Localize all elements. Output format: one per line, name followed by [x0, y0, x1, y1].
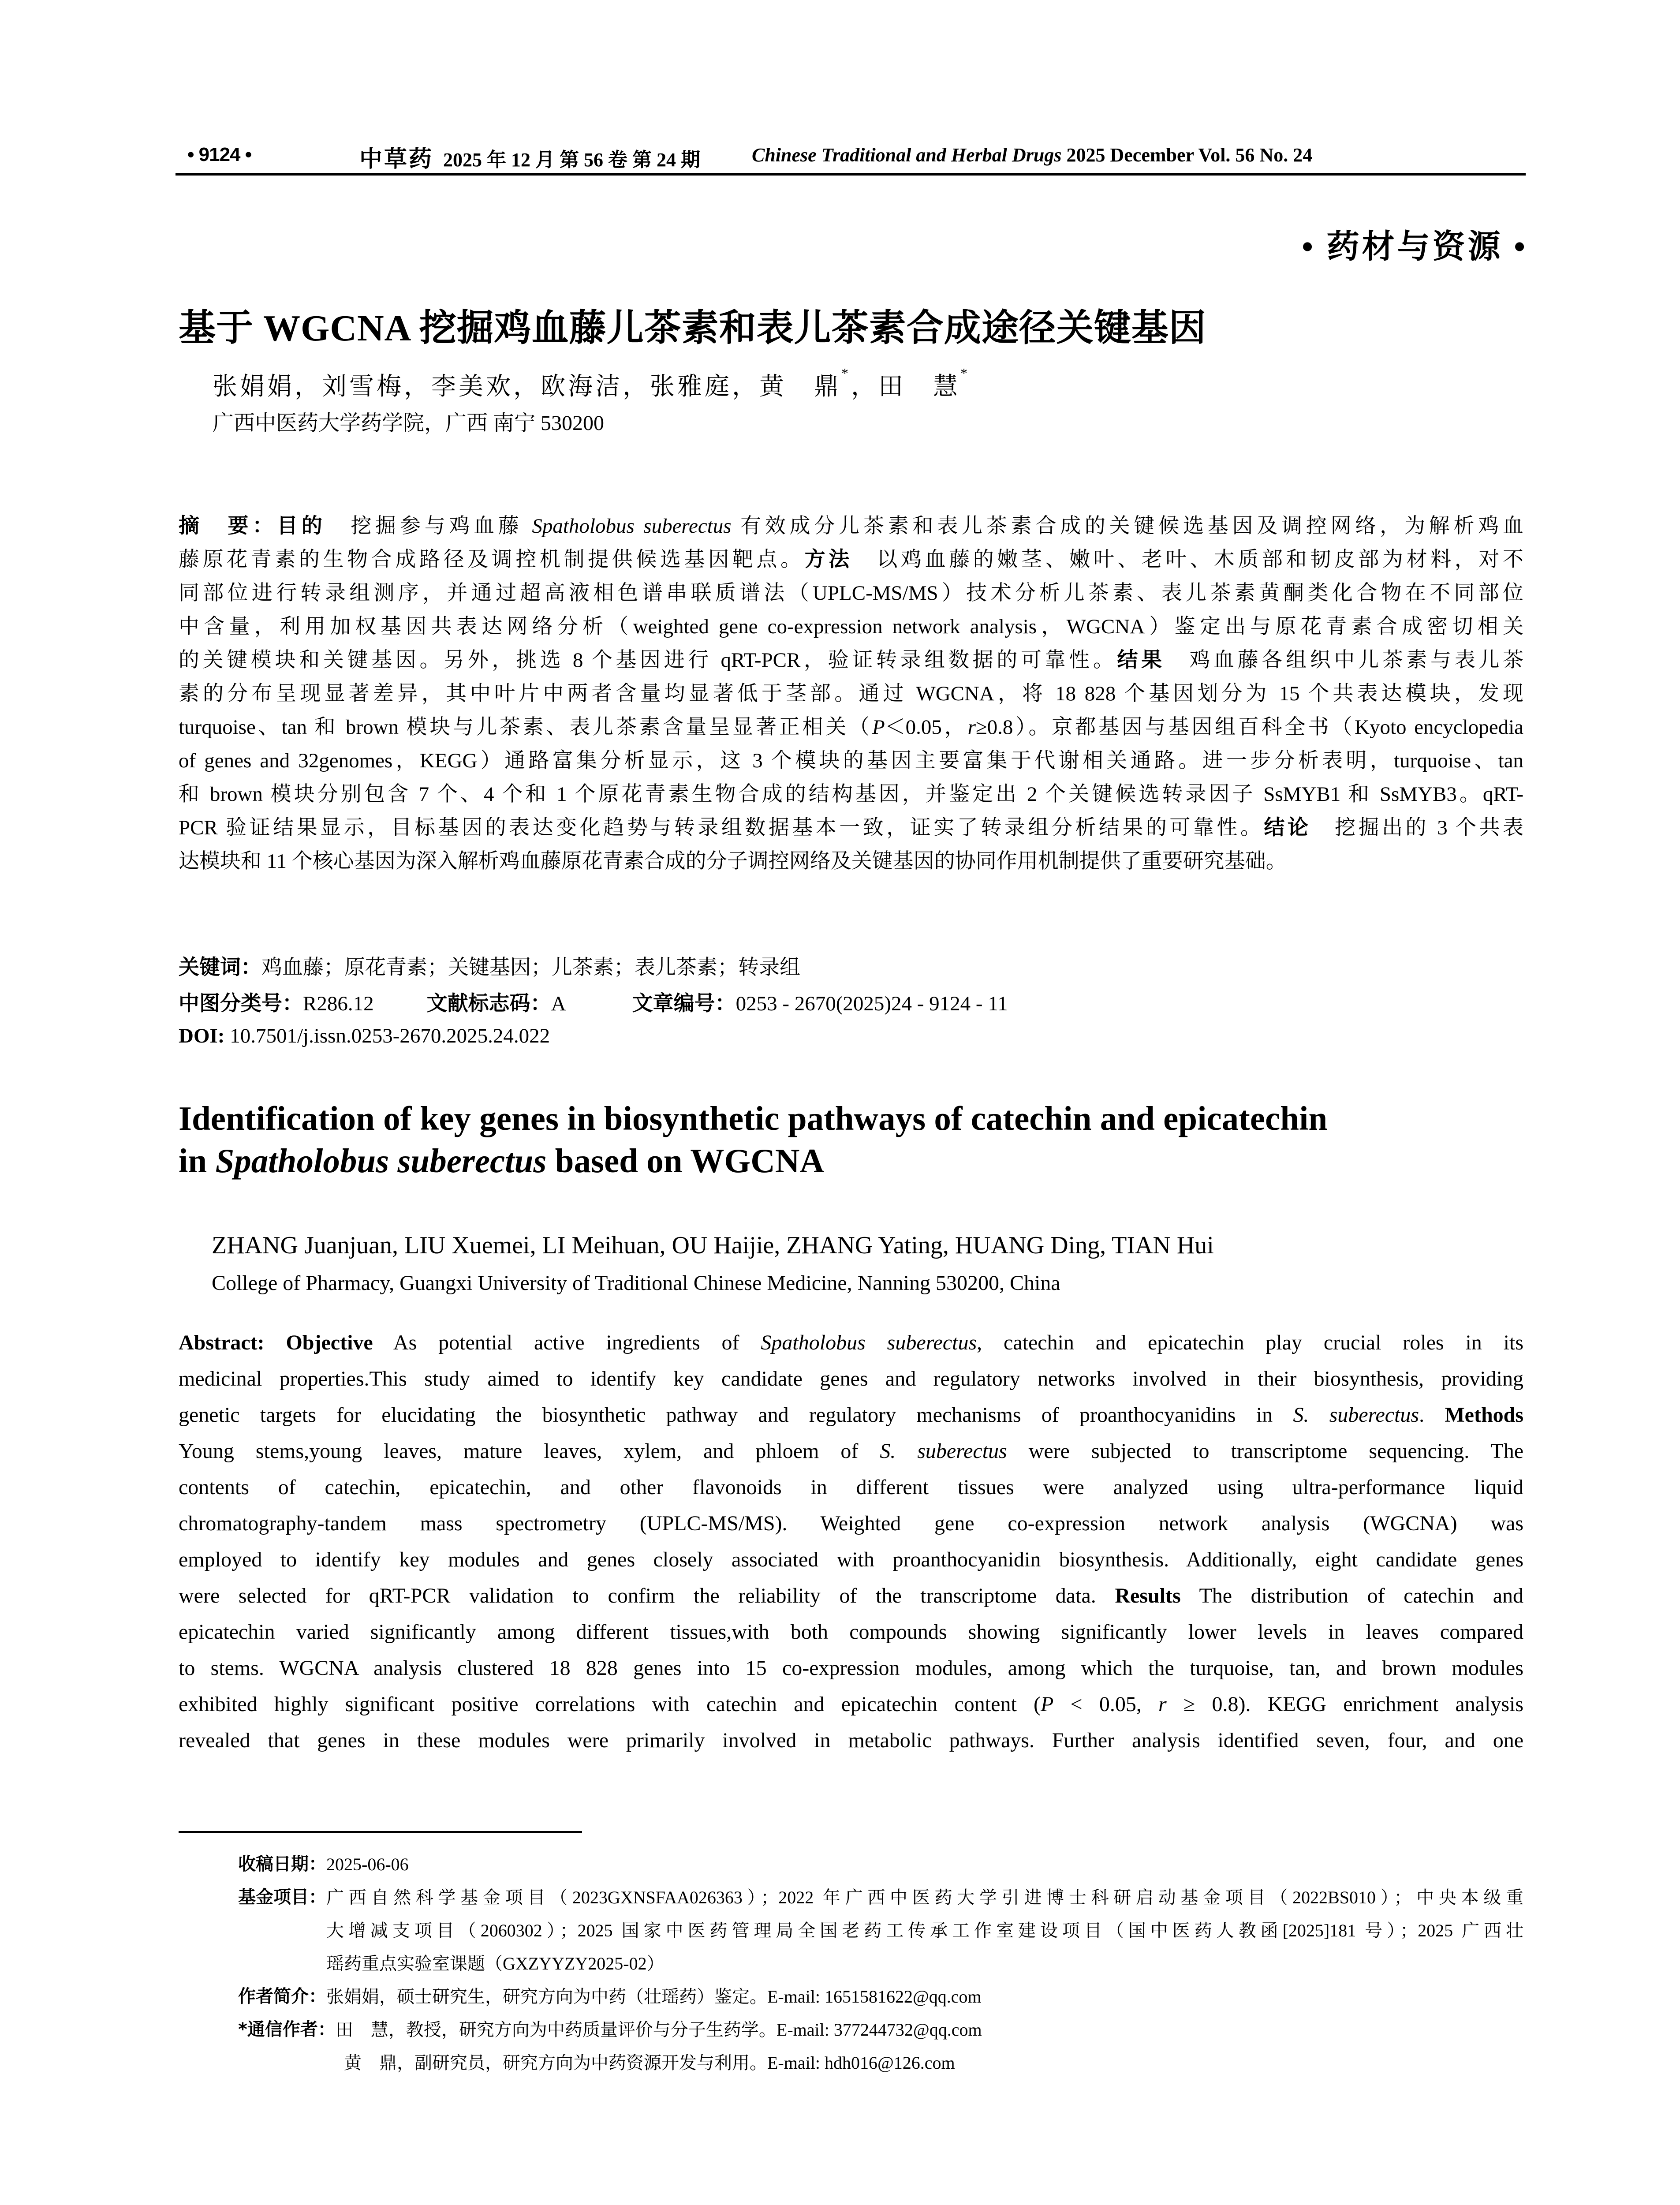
text-run: 以鸡血藤的嫩茎、嫩叶、老叶、木质部和韧皮部为材料，对不: [852, 548, 1523, 571]
cn-abstract-line: [179, 744, 1523, 777]
author-bio: 张娟娟，硕士研究生，研究方向为中药（壮瑶药）鉴定。E-mail: 1651581622@qq.com: [326, 1987, 982, 2007]
text-run: ＜0.05，: [885, 716, 968, 739]
footnotes: [238, 1848, 1523, 2079]
italic-term: S. suberectus: [880, 1439, 1007, 1463]
text-run: 中含量，利用加权基因共表达网络分析（weighted gene co-expression network analysis，WGCNA）鉴定出与原花青素合成密切相关: [179, 615, 1523, 638]
text-run: 同部位进行转录组测序，并通过超高液相色谱串联质谱法（UPLC-MS/MS）技术分析儿茶素、表儿茶素黄酮类化合物在不同部位: [179, 582, 1523, 605]
cn-abstract-line: [179, 845, 1523, 878]
section-label: 目的: [277, 514, 326, 538]
en-title-line-1: Identification of key genes in biosynthetic pathways of catechin and epicatechin: [179, 1099, 1328, 1137]
section-label: Methods: [1445, 1403, 1523, 1427]
italic-term: Spatholobus suberectus: [761, 1331, 977, 1354]
text-run: 有效成分儿茶素和表儿茶素合成的关键候选基因及调控网络，为解析鸡血: [731, 515, 1523, 538]
received-date: 2025-06-06: [326, 1854, 409, 1874]
text-run: 鸡血藤各组织中儿茶素与表儿茶: [1165, 649, 1523, 672]
italic-term: r: [1158, 1693, 1167, 1716]
keywords-label: 关键词：: [179, 955, 261, 979]
italic-term: S. suberectus: [1293, 1403, 1419, 1427]
cn-abstract-line: [179, 509, 1523, 543]
text-run: genetic targets for elucidating the biosynthetic pathway and regulatory mechanisms of proanthocyanidins in: [179, 1403, 1293, 1427]
section-label: Results: [1115, 1584, 1181, 1607]
cn-classification: [179, 987, 1008, 1017]
footnote-corresponding-2: [238, 2046, 1523, 2079]
section-label: 结论: [1264, 815, 1311, 840]
cn-title: 基于 WGCNA 挖掘鸡血藤儿茶素和表儿茶素合成途径关键基因: [179, 308, 1206, 349]
section-tag: • 药材与资源 •: [1302, 229, 1528, 265]
section-label: 结果: [1117, 648, 1165, 672]
text-run: employed to identify key modules and genes closely associated with proanthocyanidin biosynthesis. Additionally, eight candidate genes: [179, 1548, 1523, 1571]
en-abstract-line: [179, 1506, 1523, 1542]
text-run: < 0.05,: [1053, 1693, 1159, 1716]
text-run: turquoise、tan 和 brown 模块与儿茶素、表儿茶素含量呈显著正相关（: [179, 716, 872, 739]
text-run: ≥0.8）。京都基因与基因组百科全书（Kyoto encyclopedia: [975, 716, 1523, 739]
en-title-species: Spatholobus suberectus: [215, 1142, 547, 1180]
en-title: [179, 1097, 1528, 1182]
en-abstract-line: [179, 1325, 1523, 1361]
cn-abstract-line: [179, 643, 1523, 677]
text-run: to stems. WGCNA analysis clustered 18 828 genes into 15 co-expression modules, among which the turquoise, tan, and brown modules: [179, 1656, 1523, 1680]
en-title-pre: in: [179, 1142, 216, 1180]
cn-affiliation: 广西中医药大学药学院，广西 南宁 530200: [213, 411, 605, 435]
text-run: chromatography-tandem mass spectrometry (UPLC-MS/MS). Weighted gene co-expression network analysis (WGCNA) was: [179, 1512, 1523, 1535]
italic-term: P: [872, 716, 885, 739]
en-title-post: based on WGCNA: [546, 1142, 825, 1180]
text-run: , catechin and epicatechin play crucial roles in its: [977, 1331, 1523, 1354]
cn-abstract: [179, 509, 1523, 878]
en-abstract-line: [179, 1433, 1523, 1469]
text-run: revealed that genes in these modules were primarily involved in metabolic pathways. Further analysis identified seven, four, and one: [179, 1729, 1523, 1752]
doc-code-label: 文献标志码：: [426, 991, 551, 1016]
en-abstract-line: [179, 1650, 1523, 1686]
cn-author-list-2: ，田 慧: [851, 373, 960, 400]
received-label: 收稿日期：: [238, 1854, 326, 1874]
en-abstract-line: [179, 1723, 1523, 1759]
journal-issue-cn: 2025 年 12 月 第 56 卷 第 24 期: [443, 149, 700, 171]
article-no-label: 文章编号：: [632, 991, 736, 1016]
en-affiliation: College of Pharmacy, Guangxi University of Traditional Chinese Medicine, Nanning 530200, China: [212, 1271, 1060, 1295]
en-abstract-line: [179, 1686, 1523, 1723]
cn-abstract-line: [179, 811, 1523, 845]
section-label: 方法: [804, 547, 853, 572]
journal-issue-en-details: 2025 December Vol. 56 No. 24: [1061, 144, 1313, 166]
author-bio-label: 作者简介：: [238, 1986, 326, 2007]
cn-abstract-line: [179, 610, 1523, 643]
text-run: 藤原花青素的生物合成路径及调控机制提供候选基因靶点。: [179, 548, 805, 571]
doi: [179, 1024, 550, 1048]
fund-label: 基金项目：: [238, 1887, 326, 1907]
page-number: • 9124 •: [187, 144, 252, 165]
text-run: .: [1419, 1403, 1445, 1427]
text-run: 达模块和 11 个核心基因为深入解析鸡血藤原花青素合成的分子调控网络及关键基因的协同作用机制提供了重要研究基础。: [179, 850, 1287, 873]
cn-author-list-1: 张娟娟，刘雪梅，李美欢，欧海洁，张雅庭，黄 鼎: [213, 373, 841, 400]
doi-label: DOI:: [179, 1024, 225, 1047]
doc-code-value: A: [551, 992, 566, 1015]
footnote-rule: [179, 1831, 582, 1833]
cn-keywords: [179, 951, 800, 980]
clc-value: R286.12: [303, 992, 374, 1015]
text-run: epicatechin varied significantly among different tissues,with both compounds showing significantly lower levels in leaves compared: [179, 1620, 1523, 1644]
cn-authors: [213, 367, 970, 402]
fund-line: 大增减支项目（2060302）；2025 国家中医药管理局全国老药工传承工作室建设项目（国中医药人教函[2025]181 号）；2025 广西壮: [326, 1921, 1523, 1940]
section-label: 摘 要：: [179, 514, 277, 538]
header-rule: [175, 173, 1526, 176]
cn-abstract-line: [179, 710, 1523, 744]
clc-label: 中图分类号：: [179, 991, 303, 1016]
journal-issue-en: [752, 144, 1312, 166]
cn-abstract-line: [179, 576, 1523, 610]
text-run: contents of catechin, epicatechin, and other flavonoids in different tissues were analyzed using ultra-performance liquid: [179, 1476, 1523, 1499]
en-abstract-line: [179, 1578, 1523, 1614]
italic-term: r: [967, 716, 976, 739]
text-run: The distribution of catechin and: [1180, 1584, 1523, 1607]
corresponding-author-1: 田 慧，教授，研究方向为中药质量评价与分子生药学。E-mail: 377244732@qq.com: [335, 2020, 982, 2040]
en-abstract-line: [179, 1469, 1523, 1506]
en-abstract-line: [179, 1397, 1523, 1433]
corresponding-mark: *: [960, 365, 970, 381]
journal-logo: 中草药: [359, 146, 434, 172]
text-run: 挖掘出的 3 个共表: [1311, 816, 1523, 839]
text-run: 的关键模块和关键基因。另外，挑选 8 个基因进行 qRT-PCR，验证转录组数据的可靠性。: [179, 649, 1117, 672]
text-run: 挖掘参与鸡血藤: [326, 515, 532, 538]
cn-abstract-line: [179, 777, 1523, 811]
footnote-received: [238, 1848, 1523, 1881]
cn-abstract-line: [179, 677, 1523, 710]
text-run: were subjected to transcriptome sequencing. The: [1007, 1439, 1523, 1463]
corresponding-author-2: 黄 鼎，副研究员，研究方向为中药资源开发与利用。E-mail: hdh016@126.com: [344, 2053, 955, 2073]
journal-name-en: Chinese Traditional and Herbal Drugs: [752, 144, 1062, 166]
text-run: 和 brown 模块分别包含 7 个、4 个和 1 个原花青素生物合成的结构基因，并鉴定出 2 个关键候选转录因子 SsMYB1 和 SsMYB3。qRT-: [179, 783, 1523, 806]
text-run: ≥ 0.8). KEGG enrichment analysis: [1166, 1693, 1523, 1716]
text-run: were selected for qRT-PCR validation to confirm the reliability of the transcriptome data.: [179, 1584, 1115, 1607]
running-header: [179, 140, 1523, 171]
italic-term: Spatholobus suberectus: [532, 515, 732, 538]
fund-body: [326, 1881, 1523, 1980]
text-run: PCR 验证结果显示，目标基因的表达变化趋势与转录组数据基本一致，证实了转录组分析结果的可靠性。: [179, 816, 1264, 839]
text-run: of genes and 32genomes，KEGG）通路富集分析显示，这 3 个模块的基因主要富集于代谢相关通路。进一步分析表明，turquoise、tan: [179, 749, 1523, 772]
footnote-fund: [238, 1881, 1523, 1980]
footnote-author-bio: [238, 1980, 1523, 2013]
text-run: 素的分布呈现显著差异，其中叶片中两者含量均显著低于茎部。通过 WGCNA，将 18 828 个基因划分为 15 个共表达模块，发现: [179, 682, 1523, 705]
doi-link[interactable]: 10.7501/j.issn.0253-2670.2025.24.022: [224, 1024, 550, 1047]
fund-line: 广西自然科学基金项目（2023GXNSFAA026363）；2022 年广西中医药大学引进博士科研启动基金项目（2022BS010）；中央本级重: [326, 1887, 1523, 1907]
text-run: exhibited highly significant positive correlations with catechin and epicatechin content (: [179, 1693, 1041, 1716]
keywords-value: 鸡血藤；原花青素；关键基因；儿茶素；表儿茶素；转录组: [261, 956, 800, 979]
italic-term: P: [1040, 1693, 1054, 1716]
corresponding-mark: *: [841, 365, 851, 381]
article-no-value: 0253 - 2670(2025)24 - 9124 - 11: [735, 992, 1008, 1015]
en-abstract-line: [179, 1614, 1523, 1650]
text-run: medicinal properties.This study aimed to identify key candidate genes and regulatory networks involved in their biosynthesis, providing: [179, 1367, 1523, 1390]
text-run: As potential active ingredients of: [373, 1331, 761, 1354]
cn-abstract-line: [179, 543, 1523, 576]
en-abstract-line: [179, 1542, 1523, 1578]
en-authors: ZHANG Juanjuan, LIU Xuemei, LI Meihuan, OU Haijie, ZHANG Yating, HUANG Ding, TIAN Hui: [212, 1232, 1214, 1259]
footnote-corresponding: [238, 2013, 1523, 2046]
en-abstract-line: [179, 1361, 1523, 1397]
fund-line: 瑶药重点实验室课题（GXZYYZY2025-02）: [326, 1954, 665, 1973]
text-run: Young stems,young leaves, mature leaves, xylem, and phloem of: [179, 1439, 880, 1463]
en-abstract: [179, 1325, 1523, 1759]
section-label: Abstract: Objective: [179, 1331, 373, 1354]
en-title-line-2: [179, 1140, 1528, 1182]
corresponding-label: *通信作者：: [238, 2019, 336, 2040]
